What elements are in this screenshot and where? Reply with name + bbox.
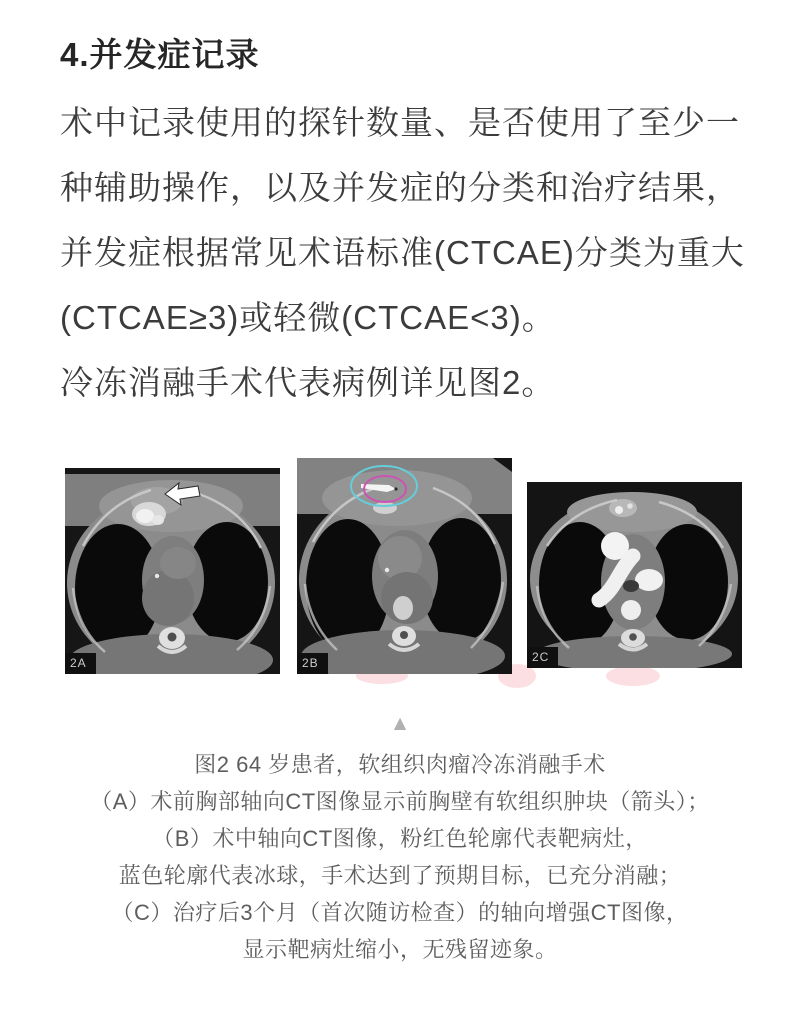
body-line: 冷冻消融手术代表病例详见图2。 [60, 364, 556, 401]
figure-2 [0, 440, 800, 700]
caption-line: 图2 64 岁患者，软组织肉瘤冷冻消融手术 [194, 752, 606, 777]
caption-line: （C）治疗后3个月（首次随访检查）的轴向增强CT图像， [111, 900, 689, 925]
body-line: 术中记录使用的探针数量、是否使用了至少一 [60, 104, 740, 141]
panel-label-2b: 2B [297, 653, 328, 674]
body-line: (CTCAE≥3)或轻微(CTCAE<3)。 [60, 299, 556, 336]
caption-line: （B）术中轴向CT图像，粉红色轮廓代表靶病灶， [152, 826, 648, 851]
panel-label-2c: 2C [527, 647, 558, 668]
pink-watermark-blob [606, 666, 660, 686]
ct-image-2c[interactable] [527, 482, 742, 668]
body-line: 种辅助操作，以及并发症的分类和治疗结果， [60, 169, 740, 206]
section-heading: 4.并发症记录 [60, 36, 260, 73]
caption-line: （A）术前胸部轴向CT图像显示前胸壁有软组织肿块（箭头）； [90, 789, 710, 814]
ct-image-2b[interactable] [297, 458, 512, 674]
body-line: 并发症根据常见术语标准(CTCAE)分类为重大 [60, 234, 745, 271]
collapse-triangle-icon: ▲ [389, 712, 411, 735]
figure-caption [0, 746, 800, 968]
ct-image-2a[interactable] [65, 468, 280, 674]
body-paragraph [60, 90, 750, 415]
ct-slice-followup [527, 482, 742, 668]
panel-label-2a: 2A [65, 653, 96, 674]
caption-line: 蓝色轮廓代表冰球，手术达到了预期目标，已充分消融； [118, 863, 682, 888]
ct-slice-intraop [297, 458, 512, 674]
ct-slice-preop [65, 468, 280, 674]
caption-line: 显示靶病灶缩小，无残留迹象。 [242, 937, 558, 962]
